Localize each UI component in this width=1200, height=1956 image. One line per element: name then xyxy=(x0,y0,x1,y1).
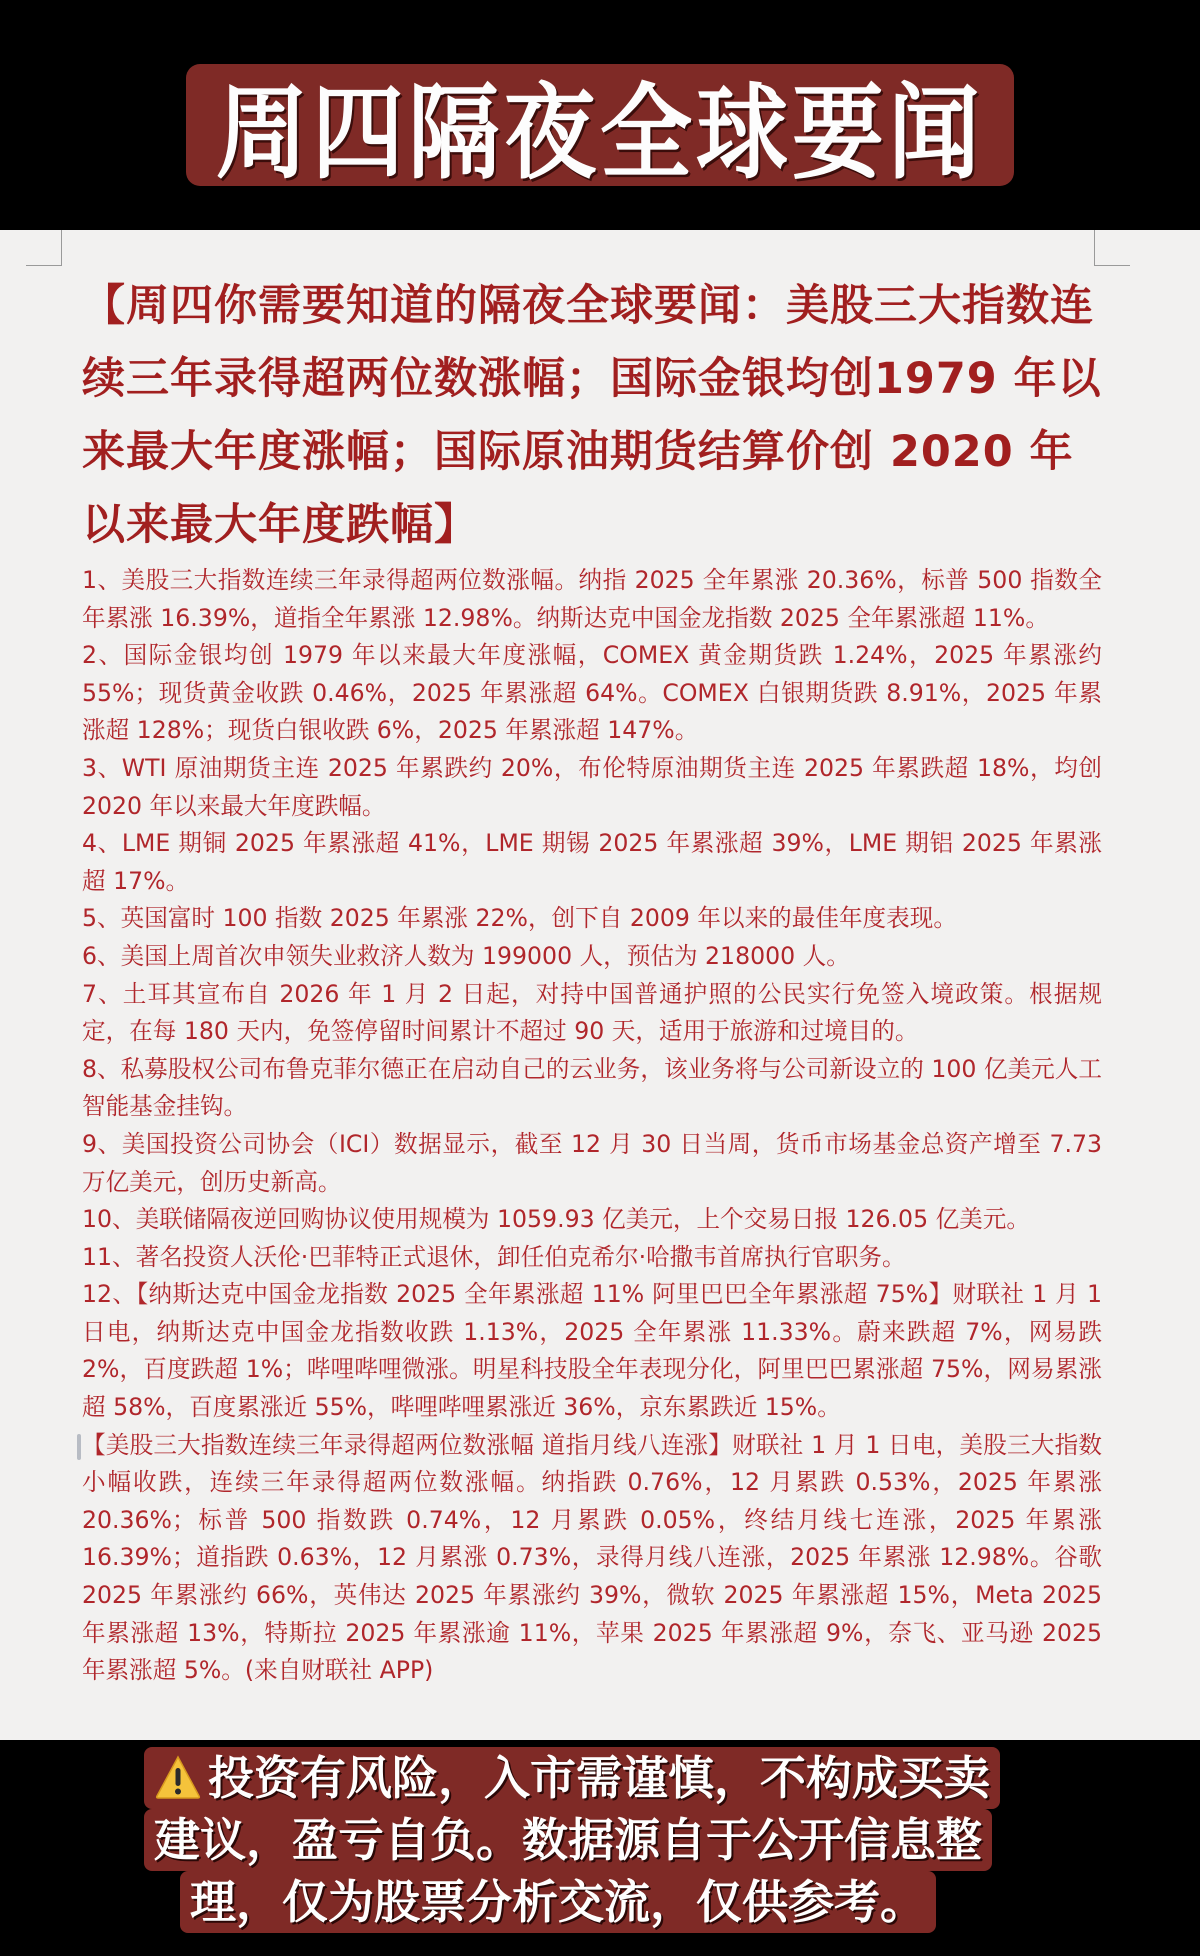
news-item-8: 8、私募股权公司布鲁克菲尔德正在启动自己的云业务，该业务将与公司新设立的 100 亿美元人工智能基金挂钩。 xyxy=(82,1054,1102,1121)
news-item-10: 10、美联储隔夜逆回购协议使用规模为 1059.93 亿美元，上个交易日报 126.05 亿美元。 xyxy=(82,1205,1030,1234)
news-item-12: 12、【纳斯达克中国金龙指数 2025 全年累涨超 11% 阿里巴巴全年累涨超 75%】财联社 1 月 1 日电，纳斯达克中国金龙指数收跌 1.13%，2025 全年累涨 11.33%。蔚来跌超 7%，网易跌 2%，百度跌超 1%；哔哩哔哩微涨。明星科技股全年表现分化，阿里巴巴累涨超 75%，网易累涨超 58%，百度累涨近 55%，哔哩哔哩累涨近 36%，京东累跌近 15%。 xyxy=(82,1280,1102,1422)
crop-mark-left xyxy=(26,230,62,266)
disclaimer-line-1 xyxy=(144,1747,1000,1809)
disclaimer xyxy=(144,1747,1054,1933)
disclaimer-text-1: 投资有风险，入市需谨慎，不构成买卖 xyxy=(208,1751,990,1805)
article-page xyxy=(0,230,1200,1740)
article-body xyxy=(82,562,1102,1690)
title-badge xyxy=(186,64,1014,194)
disclaimer-line-2 xyxy=(144,1809,992,1871)
news-item-6: 6、美国上周首次申领失业救济人数为 199000 人，预估为 218000 人。 xyxy=(82,941,850,970)
quote-bar xyxy=(77,1434,81,1460)
page-title: 周四隔夜全球要闻 xyxy=(215,73,984,194)
news-item-9: 9、美国投资公司协会（ICI）数据显示，截至 12 月 30 日当周，货币市场基金总资产增至 7.73 万亿美元，创历史新高。 xyxy=(82,1129,1102,1196)
disclaimer-text-2: 建议，盈亏自负。数据源自于公开信息整 xyxy=(154,1813,982,1867)
bottom-banner xyxy=(0,1740,1200,1956)
quoted-news xyxy=(82,1427,1102,1690)
top-banner xyxy=(0,0,1200,230)
news-item-1: 1、美股三大指数连续三年录得超两位数涨幅。纳指 2025 全年累涨 20.36%，标普 500 指数全年累涨 16.39%，道指全年累涨 12.98%。纳斯达克中国金龙指数 2025 全年累涨超 11%。 xyxy=(82,566,1102,632)
news-item-7: 7、土耳其宣布自 2026 年 1 月 2 日起，对持中国普通护照的公民实行免签入境政策。根据规定，在每 180 天内，免签停留时间累计不超过 90 天，适用于旅游和过境目的。 xyxy=(82,979,1102,1046)
quoted-news-text: 【美股三大指数连续三年录得超两位数涨幅 道指月线八连涨】财联社 1 月 1 日电，美股三大指数小幅收跌，连续三年录得超两位数涨幅。纳指跌 0.76%，12 月累跌 0.53%，2025 年累涨 20.36%；标普 500 指数跌 0.74%，12 月累跌 0.05%，终结月线七连涨，2025 年累涨 16.39%；道指跌 0.63%，12 月累涨 0.73%，录得月线八连涨，2025 年累涨 12.98%。谷歌 2025 年累涨约 66%，英伟达 2025 年累涨约 39%，微软 2025 年累涨超 15%，Meta 2025 年累涨超 13%，特斯拉 2025 年累涨逾 11%，苹果 2025 年累涨超 9%，奈飞、亚马逊 2025 年累涨超 5%。(来自财联社 APP) xyxy=(82,1430,1102,1685)
news-item-11: 11、著名投资人沃伦·巴菲特正式退休，卸任伯克希尔·哈撒韦首席执行官职务。 xyxy=(82,1242,906,1271)
news-item-4: 4、LME 期铜 2025 年累涨超 41%，LME 期锡 2025 年累涨超 39%，LME 期铝 2025 年累涨超 17%。 xyxy=(82,829,1102,895)
news-item-2: 2、国际金银均创 1979 年以来最大年度涨幅，COMEX 黄金期货跌 1.24%，2025 年累涨约 55%；现货黄金收跌 0.46%，2025 年累涨超 64%。COMEX 白银期货跌 8.91%，2025 年累涨超 128%；现货白银收跌 6%，2025 年累涨超 147%。 xyxy=(82,641,1102,745)
news-item-5: 5、英国富时 100 指数 2025 年累涨 22%，创下自 2009 年以来的最佳年度表现。 xyxy=(82,904,957,933)
article-headline: 【周四你需要知道的隔夜全球要闻：美股三大指数连续三年录得超两位数涨幅；国际金银均创1979 年以来最大年度涨幅；国际原油期货结算价创 2020 年以来最大年度跌幅】 xyxy=(82,281,1102,550)
disclaimer-text-3: 理，仅为股票分析交流，仅供参考。 xyxy=(190,1875,926,1929)
warning-triangle-icon xyxy=(154,1754,202,1800)
disclaimer-line-3 xyxy=(180,1871,936,1933)
crop-mark-right xyxy=(1094,230,1130,266)
news-item-3: 3、WTI 原油期货主连 2025 年累跌约 20%，布伦特原油期货主连 2025 年累跌超 18%，均创 2020 年以来最大年度跌幅。 xyxy=(82,753,1102,820)
